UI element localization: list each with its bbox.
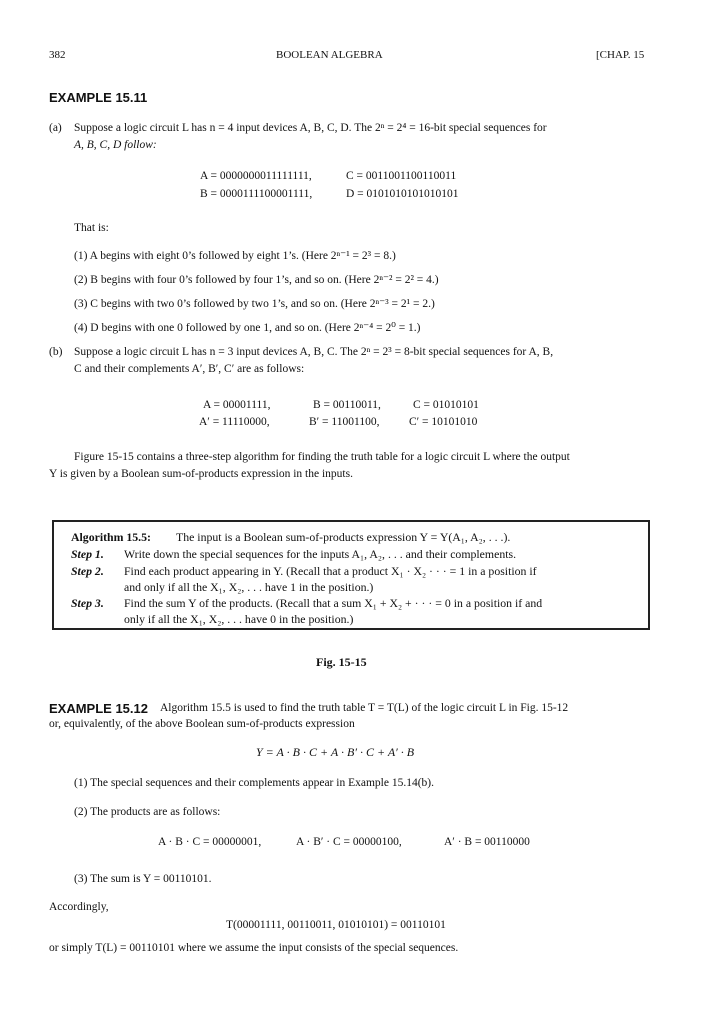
example-12-line1: Algorithm 15.5 is used to find the truth table T = T(L) of the logic circuit L in Fig. 15-12 xyxy=(160,702,569,714)
chapter-label: [CHAP. 15 xyxy=(596,49,645,61)
part-b-line1: Suppose a logic circuit L has n = 3 input devices A, B, C. The 2ⁿ = 2³ = 8-bit special sequences for A, B, xyxy=(74,346,554,358)
accordingly-label: Accordingly, xyxy=(49,901,109,913)
step-2-label: Step 2. xyxy=(71,564,104,578)
example-12-line2: or, equivalently, of the above Boolean sum-of-products expression xyxy=(49,718,355,730)
list-item: (1) The special sequences and their complements appear in Example 15.14(b). xyxy=(74,777,434,789)
that-is-label: That is: xyxy=(74,222,109,234)
part-a-label: (a) xyxy=(49,122,62,134)
sequence-B-8: B = 00110011, xyxy=(313,399,381,411)
step-3-text-line1: Find the sum Y of the products. (Recall that a sum X₁ + X₂ + · · · = 0 in a position if and xyxy=(124,596,543,610)
figure-paragraph-line1: Figure 15-15 contains a three-step algorithm for finding the truth table for a logic circuit L where the output xyxy=(74,451,570,463)
example-heading-15-11: EXAMPLE 15.11 xyxy=(49,90,148,105)
list-item: (4) D begins with one 0 followed by one 1, and so on. (Here 2ⁿ⁻⁴ = 2⁰ = 1.) xyxy=(74,322,421,334)
sequence-C-8: C = 01010101 xyxy=(413,399,479,411)
part-b-line2: C and their complements A′, B′, C′ are as follows: xyxy=(74,363,305,375)
list-item: (2) The products are as follows: xyxy=(74,806,221,818)
sequence-B-prime-8: B′ = 11001100, xyxy=(309,416,380,428)
list-item: (2) B begins with four 0’s followed by four 1’s, and so on. (Here 2ⁿ⁻² = 2² = 4.) xyxy=(74,274,439,286)
figure-paragraph-line2: Y is given by a Boolean sum-of-products expression in the inputs. xyxy=(49,468,353,480)
product-A'B: A′ · B = 00110000 xyxy=(444,836,530,848)
list-item: (1) A begins with eight 0’s followed by eight 1’s. (Here 2ⁿ⁻¹ = 2³ = 8.) xyxy=(74,250,396,262)
example-heading-15-12: EXAMPLE 15.12 xyxy=(49,701,148,716)
part-a-line2: A, B, C, D follow: xyxy=(74,139,157,151)
sequence-A-16: A = 0000000011111111, xyxy=(200,170,312,182)
sequence-C-16: C = 0011001100110011 xyxy=(346,170,457,182)
running-title: BOOLEAN ALGEBRA xyxy=(276,49,383,61)
final-sentence: or simply T(L) = 00110101 where we assume the input consists of the special sequences. xyxy=(49,942,459,954)
boolean-expression: Y = A · B · C + A · B′ · C + A′ · B xyxy=(256,745,415,759)
truth-table-result: T(00001111, 00110011, 01010101) = 00110101 xyxy=(226,919,446,931)
page-number: 382 xyxy=(49,49,66,61)
sequence-C-prime-8: C′ = 10101010 xyxy=(409,416,478,428)
product-AB'C: A · B′ · C = 00000100, xyxy=(296,836,402,848)
algorithm-box xyxy=(52,520,650,630)
step-2-text-line1: Find each product appearing in Y. (Recall that a product X₁ · X₂ · · · = 1 in a position if xyxy=(124,564,537,578)
step-3-text-line2: only if all the X₁, X₂, . . . have 0 in the position.) xyxy=(124,612,354,626)
part-a-line1: Suppose a logic circuit L has n = 4 input devices A, B, C, D. The 2ⁿ = 2⁴ = 16-bit special sequences for xyxy=(74,122,547,134)
sequence-A-prime-8: A′ = 11110000, xyxy=(199,416,270,428)
part-b-label: (b) xyxy=(49,346,63,358)
sequence-B-16: B = 0000111100001111, xyxy=(200,188,313,200)
list-item: (3) The sum is Y = 00110101. xyxy=(74,873,212,885)
product-ABC: A · B · C = 00000001, xyxy=(158,836,262,848)
algorithm-intro: The input is a Boolean sum-of-products expression Y = Y(A₁, A₂, . . .). xyxy=(176,530,511,544)
step-1-label: Step 1. xyxy=(71,547,104,561)
step-1-text: Write down the special sequences for the inputs A₁, A₂, . . . and their complements. xyxy=(124,547,517,561)
sequence-A-8: A = 00001111, xyxy=(203,399,271,411)
sequence-D-16: D = 0101010101010101 xyxy=(346,188,459,200)
figure-caption: Fig. 15-15 xyxy=(316,655,367,669)
list-item: (3) C begins with two 0’s followed by two 1’s, and so on. (Here 2ⁿ⁻³ = 2¹ = 2.) xyxy=(74,298,435,310)
step-2-text-line2: and only if all the X₁, X₂, . . . have 1 in the position.) xyxy=(124,580,374,594)
step-3-label: Step 3. xyxy=(71,596,104,610)
algorithm-title: Algorithm 15.5: xyxy=(71,530,151,544)
